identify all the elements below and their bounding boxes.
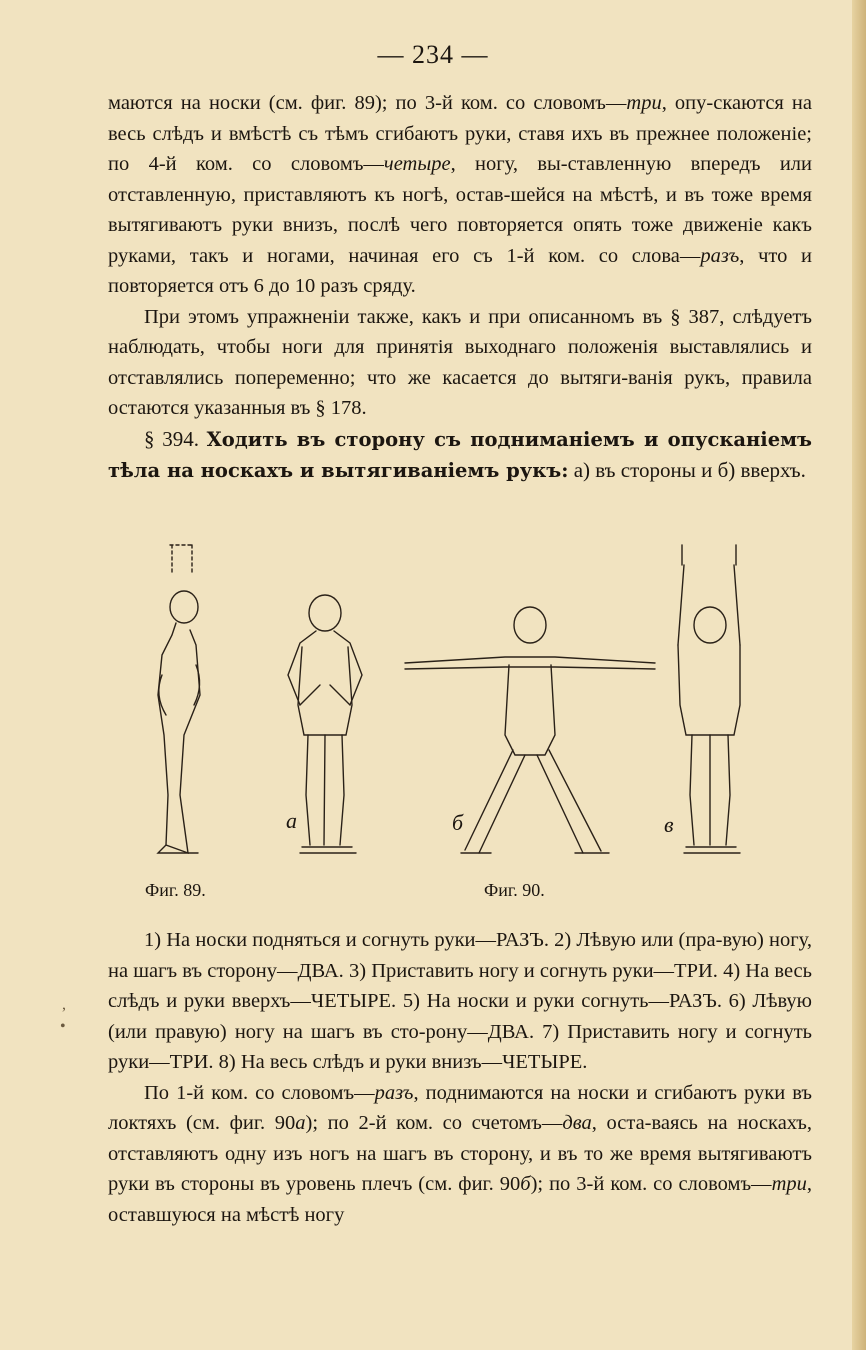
- figure-90v-arms-up: [678, 545, 740, 853]
- page-edge-shadow: [852, 0, 866, 1350]
- commands-paragraph: 1) На носки подняться и согнуть руки—РАЗЪ. 2) Лѣвую или (пра-вую) ногу, на шагъ въ сторону—ДВА. 3) Приставить ногу и согнуть руки—ТРИ. 4) На весь слѣдъ и руки вверхъ—ЧЕТЫРЕ. 5) На носки и руки согнуть—РАЗЪ. 6) Лѣвую (или правую) ногу на шагъ въ сто-рону—ДВА. 7) Приставить ногу и согнуть руки—ТРИ. 8) На весь слѣдъ и руки внизъ—ЧЕТЫРЕ.: [108, 929, 812, 1073]
- caption-fig-90: Фиг. 90.: [484, 880, 545, 900]
- margin-mark-comma: ,: [62, 996, 66, 1013]
- page-number: — 234 —: [377, 40, 489, 69]
- section-number: § 394.: [144, 426, 199, 451]
- figure-label-v: в: [664, 812, 674, 837]
- figure-90b-arms-sides: [405, 607, 655, 853]
- paragraph-rules: При этомъ упражненіи также, какъ и при описанномъ въ § 387, слѣдуетъ наблюдать, чтобы ноги для принятія выходнаго положенія выставлялись и отставлялись попеременно; что же касается до вытяги-ванія рукъ, правила остаются указанныя въ § 178.: [108, 305, 812, 419]
- figure-89-side-view: [158, 545, 200, 853]
- figure-90a-front: [288, 595, 362, 853]
- figures-illustration: [150, 535, 830, 875]
- margin-mark-dot: •: [60, 1018, 66, 1035]
- section-title: Ходить въ сторону съ поднимaніемъ и опусканіемъ тѣла на носкахъ и вытягиваніемъ рукъ:: [108, 427, 813, 482]
- figure-label-b: б: [452, 810, 464, 835]
- figure-label-a: a: [286, 808, 297, 833]
- section-tail: а) въ стороны и б) вверхъ.: [573, 458, 806, 482]
- explanation-paragraph: По 1-й ком. со словомъ—разъ, поднимаются на носки и сгибаютъ руки въ локтяхъ (см. фиг. 90а); по 2-й ком. со счетомъ—два, оста-ваясь на носкахъ, отставляютъ одну изъ ногъ на шагъ въ сторону, и въ то же время вытягиваютъ руки въ стороны въ уровень плечъ (см. фиг. 90б); по 3-й ком. со словомъ—три, оставшуюся на мѣстѣ ногу: [108, 1081, 812, 1226]
- continued-paragraph: маются на носки (см. фиг. 89); по 3-й ком. со словомъ—три, опу-скаются на весь слѣдъ и вмѣстѣ съ тѣмъ сгибаютъ руки, ставя ихъ въ прежнее положеніе; по 4-й ком. со словомъ—четыре, ногу, вы-ставленную впередъ или отставленную, приставляютъ къ ногѣ, остав-шейся на мѣстѣ, и въ тоже время вытягиваютъ руки внизъ, послѣ чего повторяется опять тоже движеніе какъ руками, такъ и ногами, начиная его съ 1-й ком. со слова—разъ, что и повторяется отъ 6 до 10 разъ сряду.: [108, 92, 812, 297]
- caption-fig-89: Фиг. 89.: [145, 880, 206, 900]
- bottom-text-block: [108, 925, 812, 1230]
- section-heading: [108, 424, 812, 487]
- top-text-block: [108, 88, 812, 487]
